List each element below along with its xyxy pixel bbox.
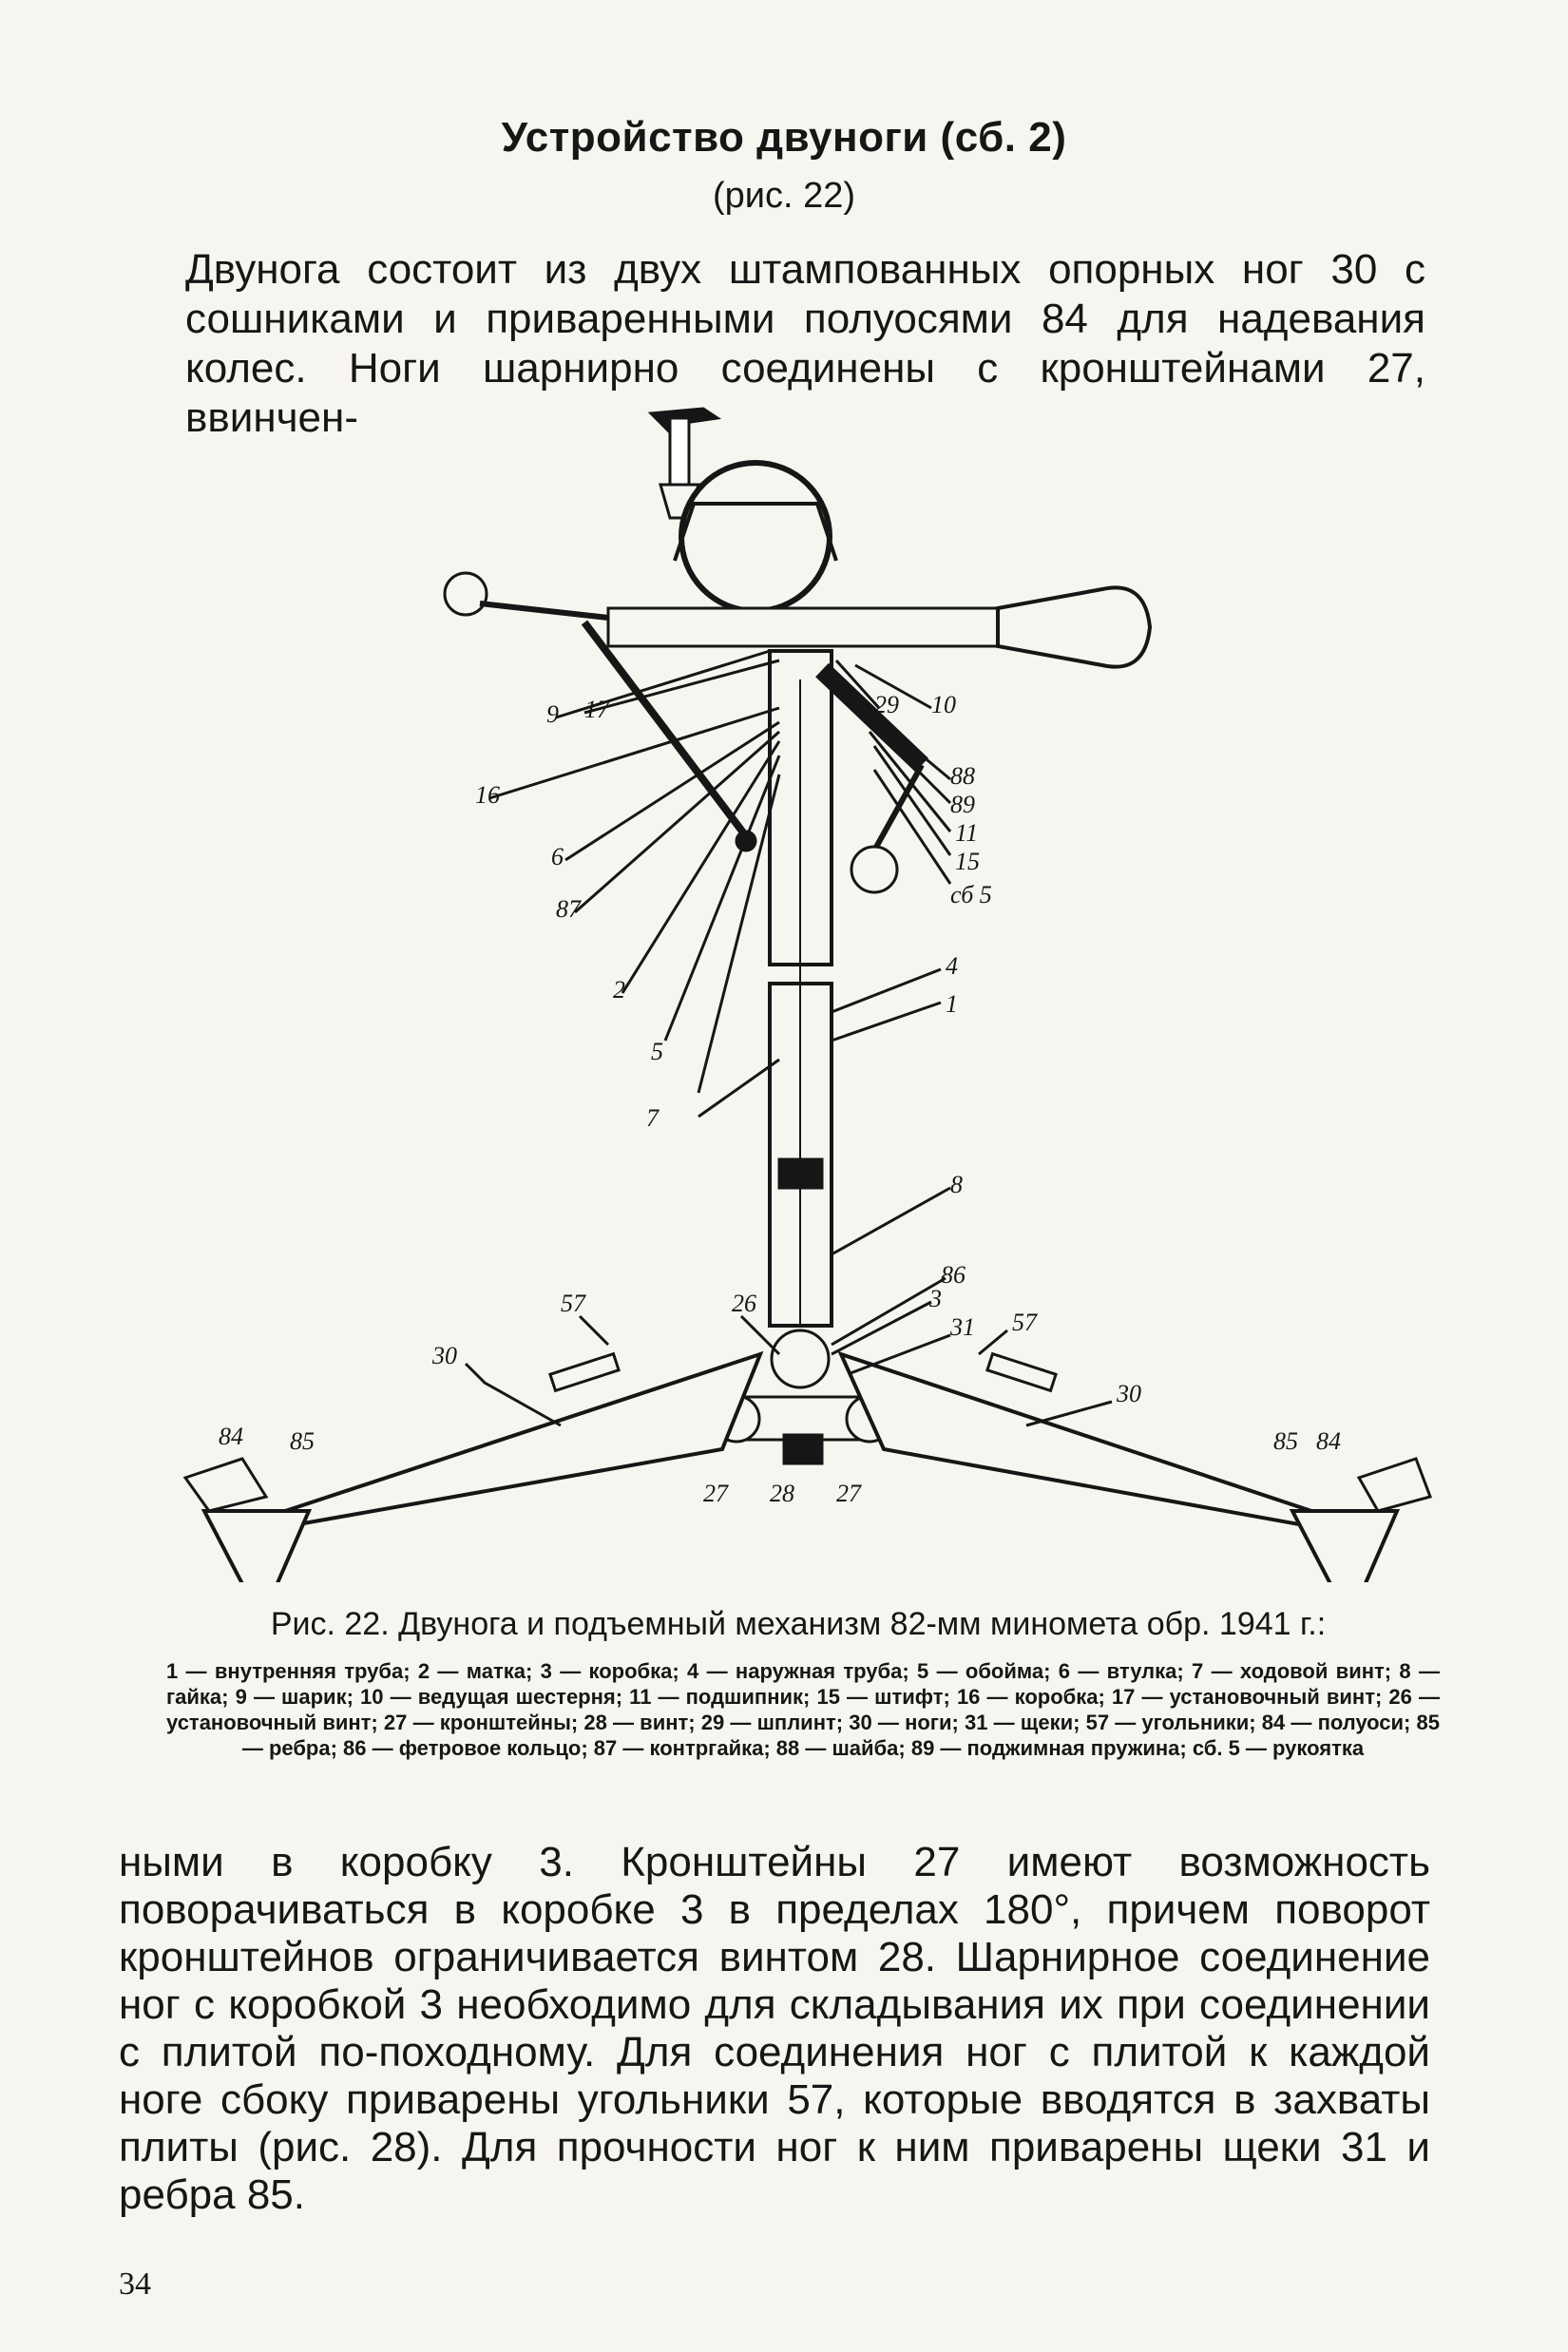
callout-label: 15 [955, 848, 980, 875]
callout-label: 6 [551, 843, 564, 870]
callout-label: 27 [703, 1480, 728, 1507]
callout-label: 30 [1117, 1380, 1141, 1407]
figure-caption: Рис. 22. Двунога и подъемный механизм 82-мм миномета обр. 1941 г.: [270, 1606, 1327, 1642]
intro-paragraph: Двунога состоит из двух штампованных опорных ног 30 с сошниками и приваренными полуосями 84 для надевания колес. Ноги шарнирно соединены с кронштейнами 27, ввинчен- [185, 246, 1425, 441]
callout-label: 88 [950, 762, 975, 790]
page-number: 34 [119, 2266, 151, 2302]
callout-label: 29 [874, 691, 899, 718]
callout-label: 26 [732, 1290, 756, 1317]
callout-label: 5 [651, 1038, 663, 1065]
callout-label: 10 [931, 691, 956, 718]
callout-label: 85 [1273, 1427, 1298, 1455]
callout-label: 11 [955, 819, 979, 847]
callout-label: 31 [950, 1313, 975, 1341]
callout-label: 89 [950, 791, 975, 818]
callout-label: 17 [584, 696, 609, 723]
callout-label: 4 [946, 952, 958, 980]
body-paragraph: ными в коробку 3. Кронштейны 27 имеют возможность поворачиваться в коробке 3 в пределах 180°, причем поворот кронштейнов ограничивается винтом 28. Шарнирное соединение ног с коробкой 3 необходимо для складывания их при соединении с плитой по-походному. Для соединения ног с плитой к каждой ноге сбоку приварены угольники 57, которые вводятся в захваты плиты (рис. 28). Для прочности ног к ним приварены щеки 31 и ребра 85. [119, 1839, 1430, 2218]
callout-label: 16 [475, 781, 500, 809]
callout-label: 1 [946, 990, 958, 1018]
callout-label: 28 [770, 1480, 794, 1507]
callout-label: сб 5 [950, 881, 992, 908]
callout-label: 84 [1316, 1427, 1341, 1455]
callout-label: 85 [290, 1427, 315, 1455]
section-title: Устройство двуноги (сб. 2) [501, 114, 1067, 161]
callout-label: 7 [646, 1104, 659, 1132]
figure-legend: 1 — внутренняя труба; 2 — матка; 3 — коробка; 4 — наружная труба; 5 — обойма; 6 — втулка; 7 — ходовой винт; 8 — гайка; 9 — шарик; 10 — ведущая шестерня; 11 — подшипник; 15 — штифт; 16 — коробка; 17 — установочный винт; 26 — установочный винт; 27 — кронштейны; 28 — винт; 29 — шплинт; 30 — ноги; 31 — щеки; 57 — угольники; 84 — полуоси; 85 — ребра; 86 — фетровое кольцо; 87 — контргайка; 88 — шайба; 89 — поджимная пружина; сб. 5 — рукоятка [166, 1659, 1440, 1760]
callout-label: 57 [1012, 1309, 1037, 1336]
callout-label: 8 [950, 1171, 963, 1198]
callout-label: 2 [613, 976, 625, 1004]
figure-reference: (рис. 22) [712, 176, 856, 216]
bipod-figure [114, 394, 1444, 1582]
callout-label: 86 [941, 1261, 966, 1289]
callout-label: 9 [546, 700, 559, 728]
callout-label: 3 [929, 1285, 942, 1312]
callout-label: 87 [556, 895, 581, 923]
callout-label: 57 [561, 1290, 585, 1317]
callout-label: 84 [219, 1423, 243, 1450]
bipod-drawing [185, 409, 1430, 1582]
callout-label: 30 [432, 1342, 457, 1369]
callout-label: 27 [836, 1480, 861, 1507]
